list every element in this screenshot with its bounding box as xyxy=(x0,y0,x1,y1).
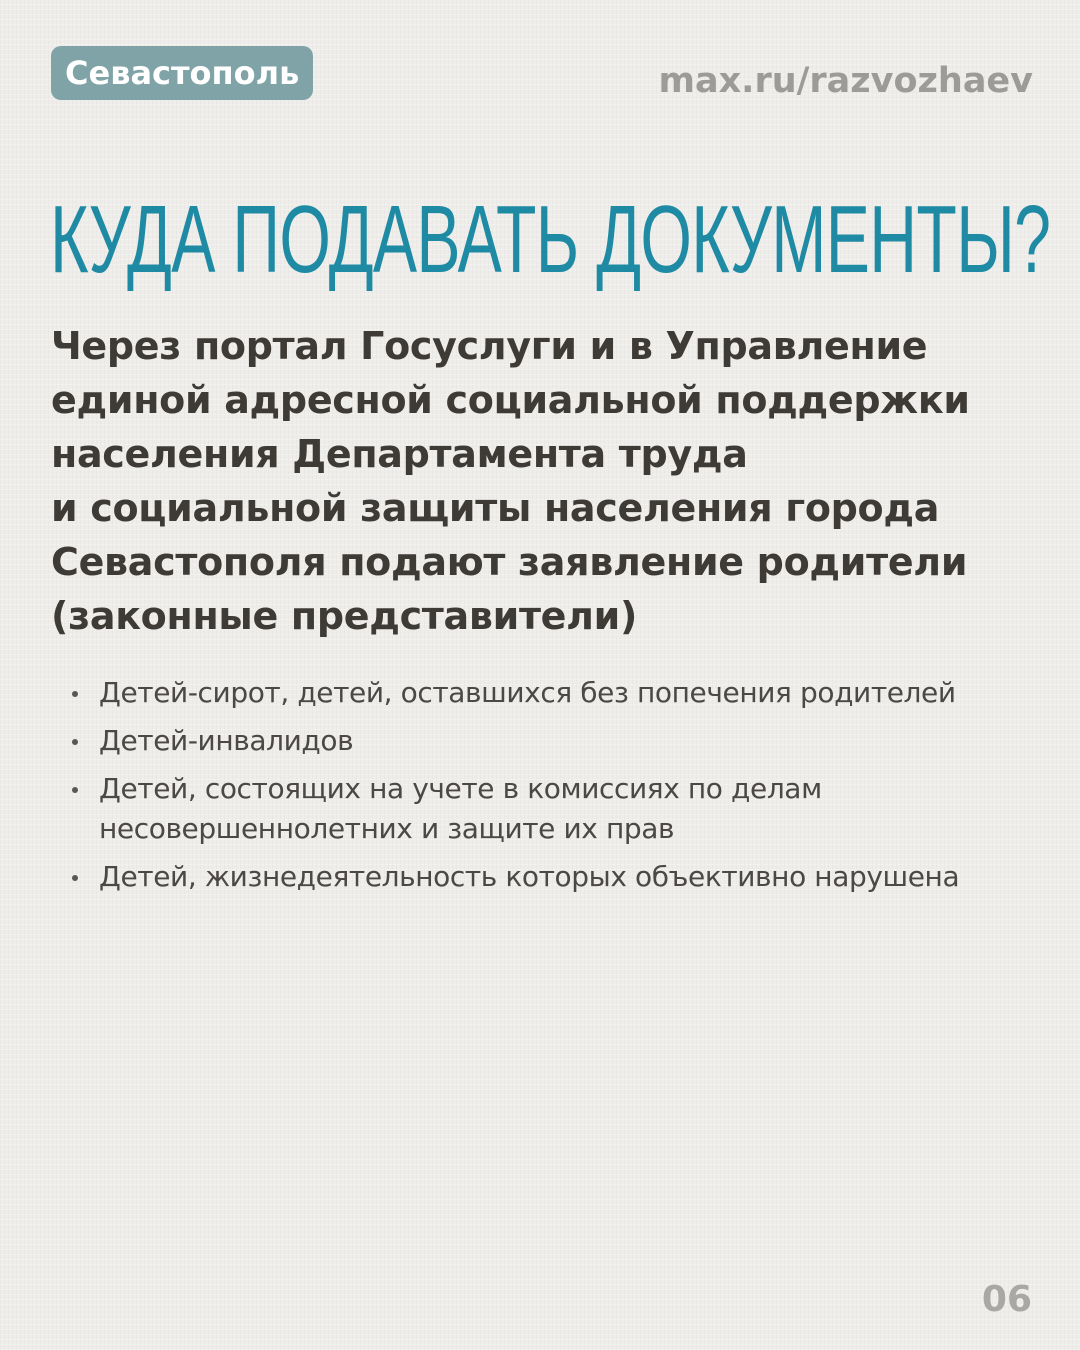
city-badge: Севастополь xyxy=(51,46,313,100)
page-title: КУДА ПОДАВАТЬ ДОКУМЕНТЫ? xyxy=(50,186,1051,293)
intro-line: (законные представители) xyxy=(51,594,638,638)
bullet-text: Детей-инвалидов xyxy=(99,724,354,757)
list-item xyxy=(72,673,1032,713)
list-item xyxy=(72,857,1032,897)
bullet-text: Детей-сирот, детей, оставшихся без попечения родителей xyxy=(99,676,956,709)
bullet-text: несовершеннолетних и защите их прав xyxy=(99,812,675,845)
intro-line: населения Департамента труда xyxy=(51,432,748,476)
list-item xyxy=(72,721,1032,761)
intro-line: и социальной защиты населения города xyxy=(51,486,940,530)
bullet-dot-icon xyxy=(72,787,78,793)
site-link[interactable]: max.ru/razvozhaev xyxy=(658,61,1033,101)
page-number: 06 xyxy=(981,1279,1032,1320)
bullet-dot-icon xyxy=(72,875,78,881)
bullet-text: Детей, состоящих на учете в комиссиях по делам xyxy=(99,772,822,805)
list-item xyxy=(72,769,1032,849)
bullet-dot-icon xyxy=(72,691,78,697)
bullet-list xyxy=(72,673,1032,905)
intro-text xyxy=(51,319,1041,643)
intro-line: Севастополя подают заявление родители xyxy=(51,540,968,584)
bullet-dot-icon xyxy=(72,739,78,745)
bullet-text: Детей, жизнедеятельность которых объективно нарушена xyxy=(99,860,960,893)
intro-line: единой адресной социальной поддержки xyxy=(51,378,970,422)
intro-line: Через портал Госуслуги и в Управление xyxy=(51,324,928,368)
